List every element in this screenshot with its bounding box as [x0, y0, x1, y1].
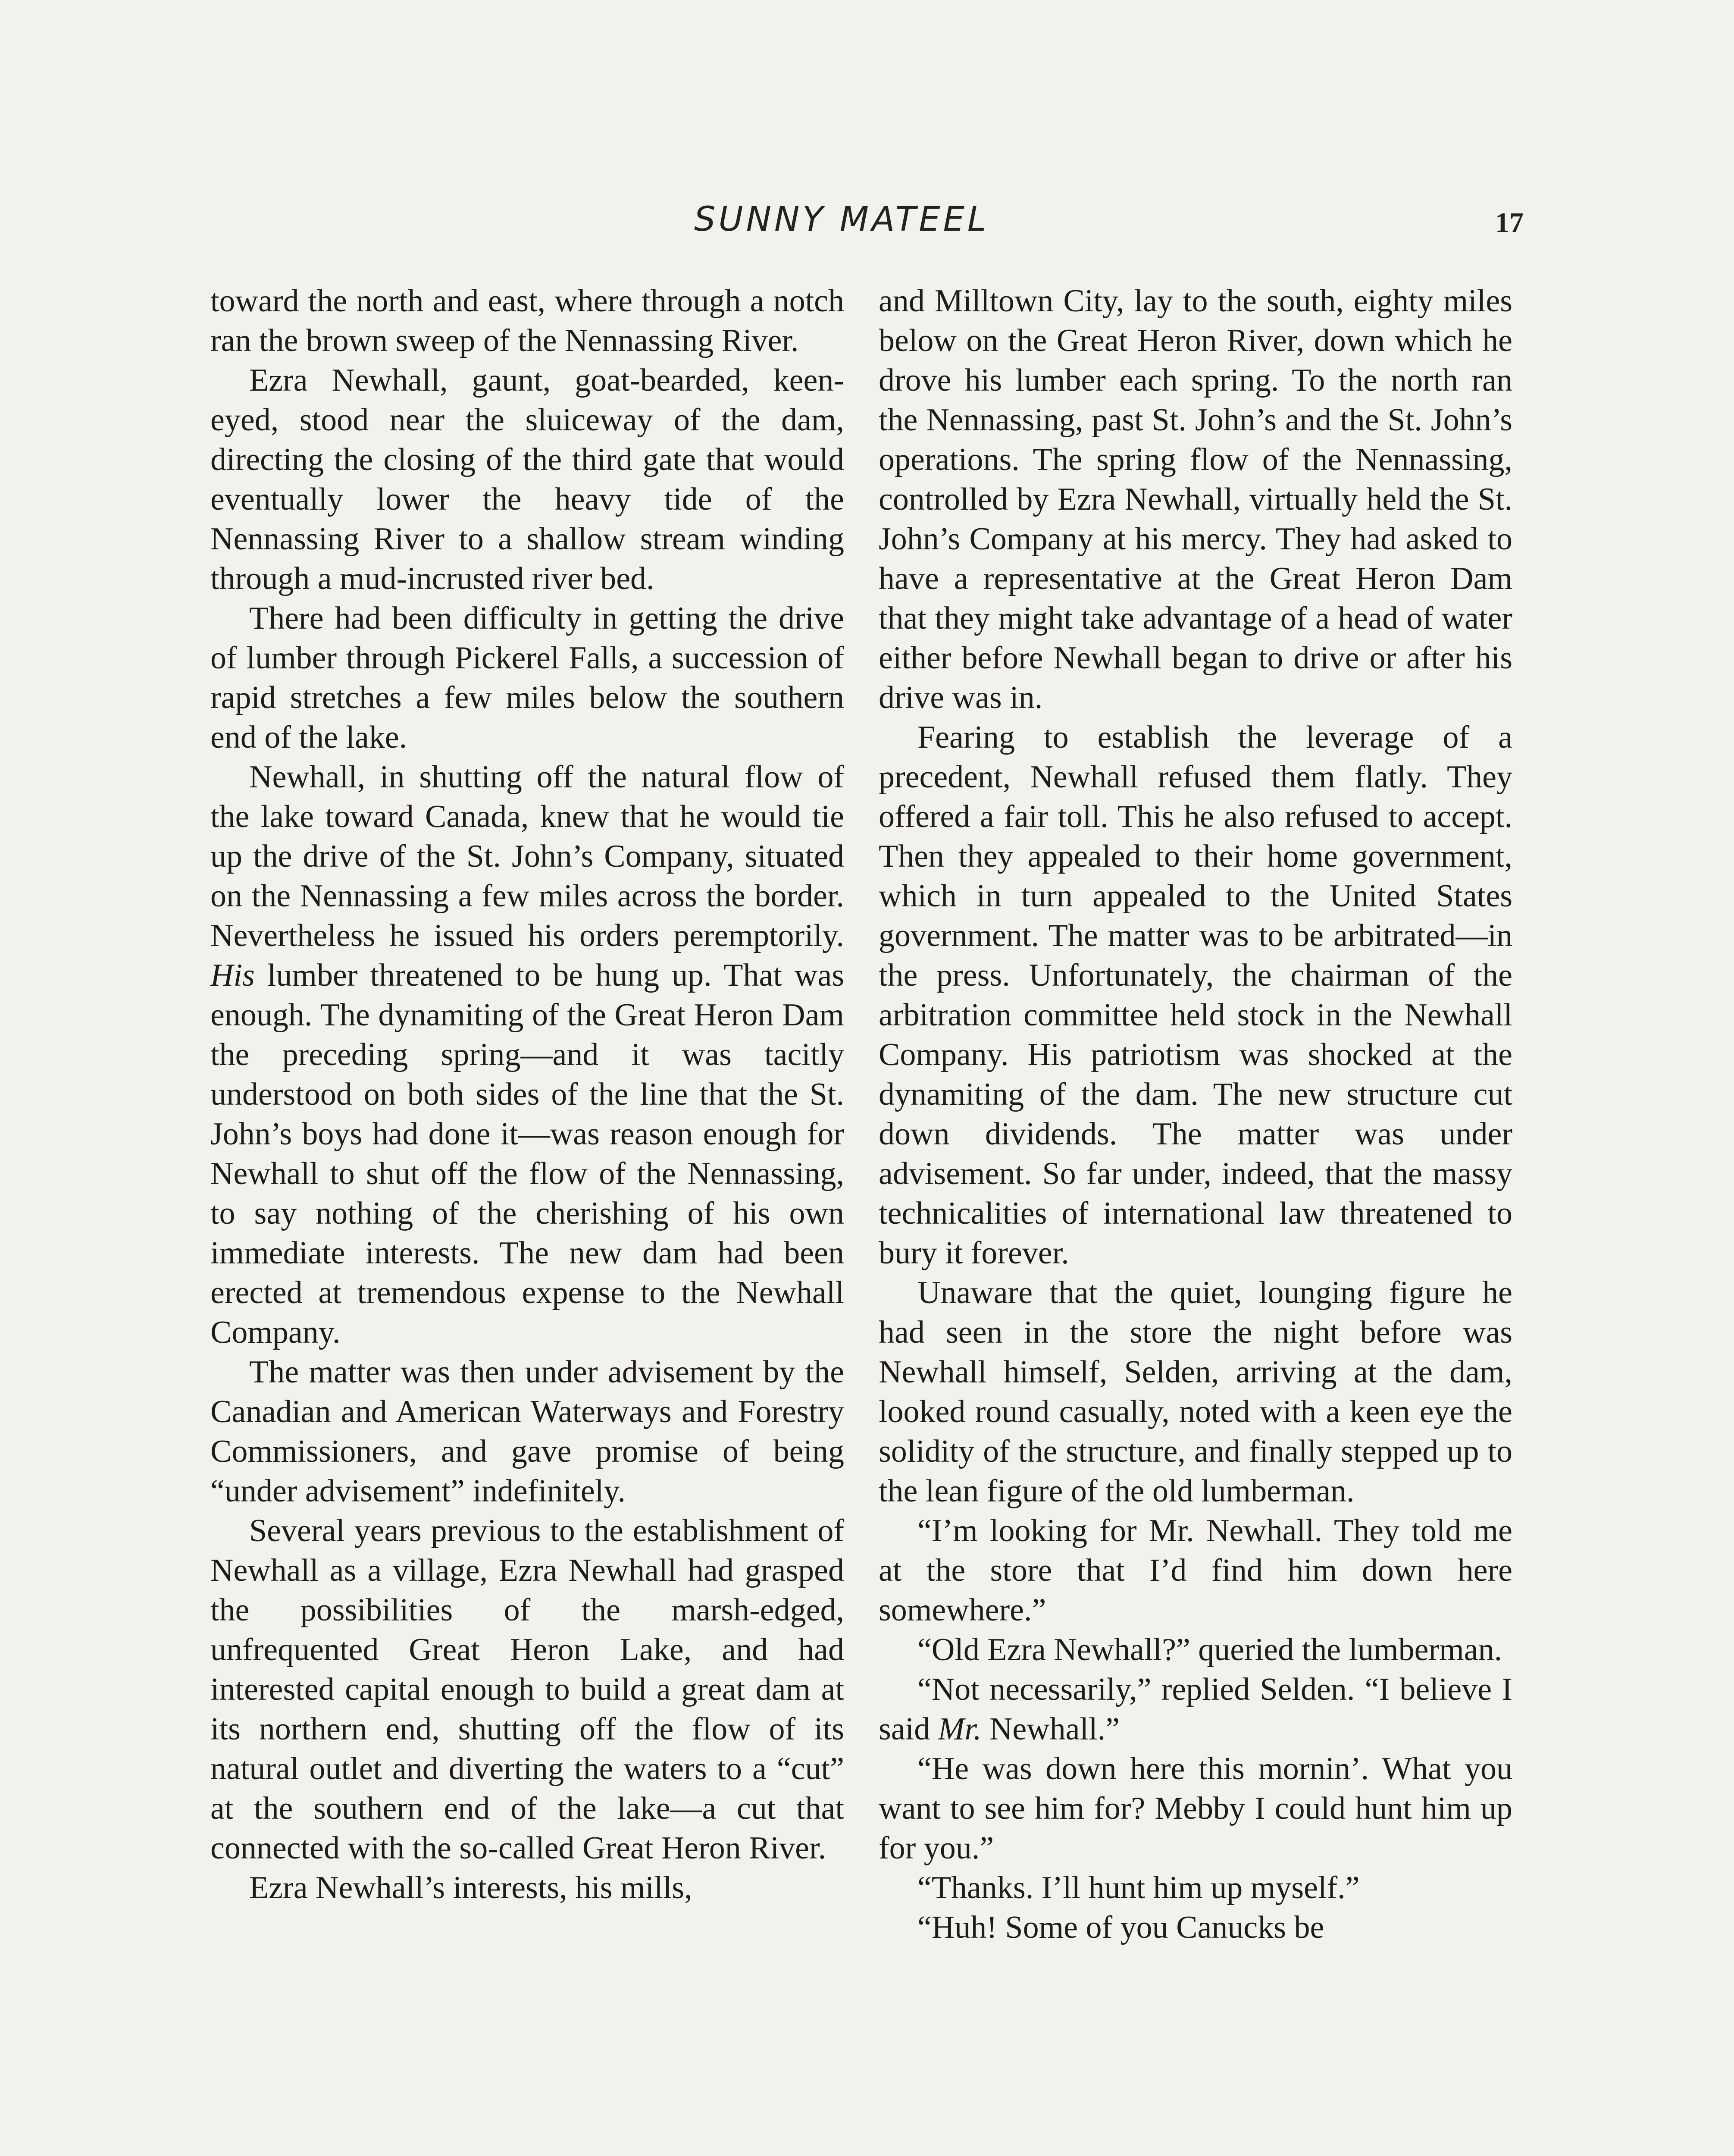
paragraph	[210, 757, 844, 1352]
paragraph-text: “Not necessarily,” replied Selden. “I believe I said	[879, 1672, 1512, 1747]
page-number: 17	[1495, 207, 1524, 238]
right-column	[879, 281, 1512, 1947]
paragraph-text: Newhall.”	[989, 1711, 1120, 1747]
left-column	[210, 281, 844, 1908]
paragraph: Fearing to establish the leverage of a precedent, Newhall refused them flatly. They offered a fair toll. This he also refused to accept. Then they appealed to their home government, which in turn appealed to the United States government. The matter was to be arbitrated—in the press. Unfortunately, the chairman of the arbitration committee held stock in the Newhall Company. His patriotism was shocked at the dynamiting of the dam. The new structure cut down dividends. The matter was under advisement. So far under, indeed, that the massy technicalities of international law threatened to bury it forever.	[879, 720, 1512, 1271]
paragraph: Unaware that the quiet, lounging figure he had seen in the store the night before was Newhall himself, Selden, arriving at the dam, looked round casually, noted with a keen eye the solidity of the structure, and finally stepped up to the lean figure of the old lumberman.	[879, 1275, 1512, 1509]
paragraph: Ezra Newhall, gaunt, goat-bearded, keen-eyed, stood near the sluiceway of the dam, directing the closing of the third gate that would eventually lower the heavy tide of the Nennassing River to a shallow stream winding through a mud-incrusted river bed.	[210, 363, 844, 596]
running-title: SUNNY MATEEL	[694, 200, 989, 239]
paragraph: The matter was then under advisement by the Canadian and American Waterways and Forestry Commissioners, and gave promise of being “under advisement” indefinitely.	[210, 1354, 844, 1509]
paragraph-text: Newhall, in shutting off the natural flow of the lake toward Canada, knew that he would tie up the drive of the St. John’s Company, situated on the Nennassing a few miles across the border. Nevertheless he issued his orders peremptorily.	[210, 759, 844, 953]
emphasis-text: Mr.	[938, 1711, 982, 1747]
paragraph: “Thanks. I’ll hunt him up myself.”	[917, 1870, 1360, 1905]
paragraph-text: lumber threatened to be hung up. That was enough. The dynamiting of the Great Heron Dam the preceding spring—and it was tacitly understood on both sides of the line that the St. John’s boys had done it—was reason enough for Newhall to shut off the flow of the Nennassing, to say nothing of the cherishing of his own immediate interests. The new dam had been erected at tremendous expense to the Newhall Company.	[210, 958, 844, 1350]
paragraph: There had been difficulty in getting the drive of lumber through Pickerel Falls, a succession of rapid stretches a few miles below the southern end of the lake.	[210, 601, 844, 755]
paragraph: Several years previous to the establishment of Newhall as a village, Ezra Newhall had grasped the possibilities of the marsh-edged, unfrequented Great Heron Lake, and had interested capital enough to build a great dam at its northern end, shutting off the flow of its natural outlet and diverting the waters to a “cut” at the southern end of the lake—a cut that connected with the so-called Great Heron River.	[210, 1513, 844, 1866]
emphasis-text: His	[210, 958, 255, 993]
paragraph: toward the north and east, where through a notch ran the brown sweep of the Nennassing River.	[210, 283, 844, 358]
paragraph: “I’m looking for Mr. Newhall. They told me at the store that I’d find him down here somewhere.”	[879, 1513, 1512, 1628]
paragraph: “Old Ezra Newhall?” queried the lumberman.	[917, 1632, 1502, 1667]
paragraph	[879, 1670, 1512, 1749]
paragraph: and Milltown City, lay to the south, eighty miles below on the Great Heron River, down which he drove his lumber each spring. To the north ran the Nennassing, past St. John’s and the St. John’s operations. The spring flow of the Nennassing, controlled by Ezra Newhall, virtually held the St. John’s Company at his mercy. They had asked to have a representative at the Great Heron Dam that they might take advantage of a head of water either before Newhall began to drive or after his drive was in.	[879, 283, 1512, 715]
paragraph: “He was down here this mornin’. What you want to see him for? Mebby I could hunt him up for you.”	[879, 1751, 1512, 1866]
paragraph: “Huh! Some of you Canucks be	[917, 1910, 1324, 1945]
paragraph: Ezra Newhall’s interests, his mills,	[249, 1870, 692, 1905]
